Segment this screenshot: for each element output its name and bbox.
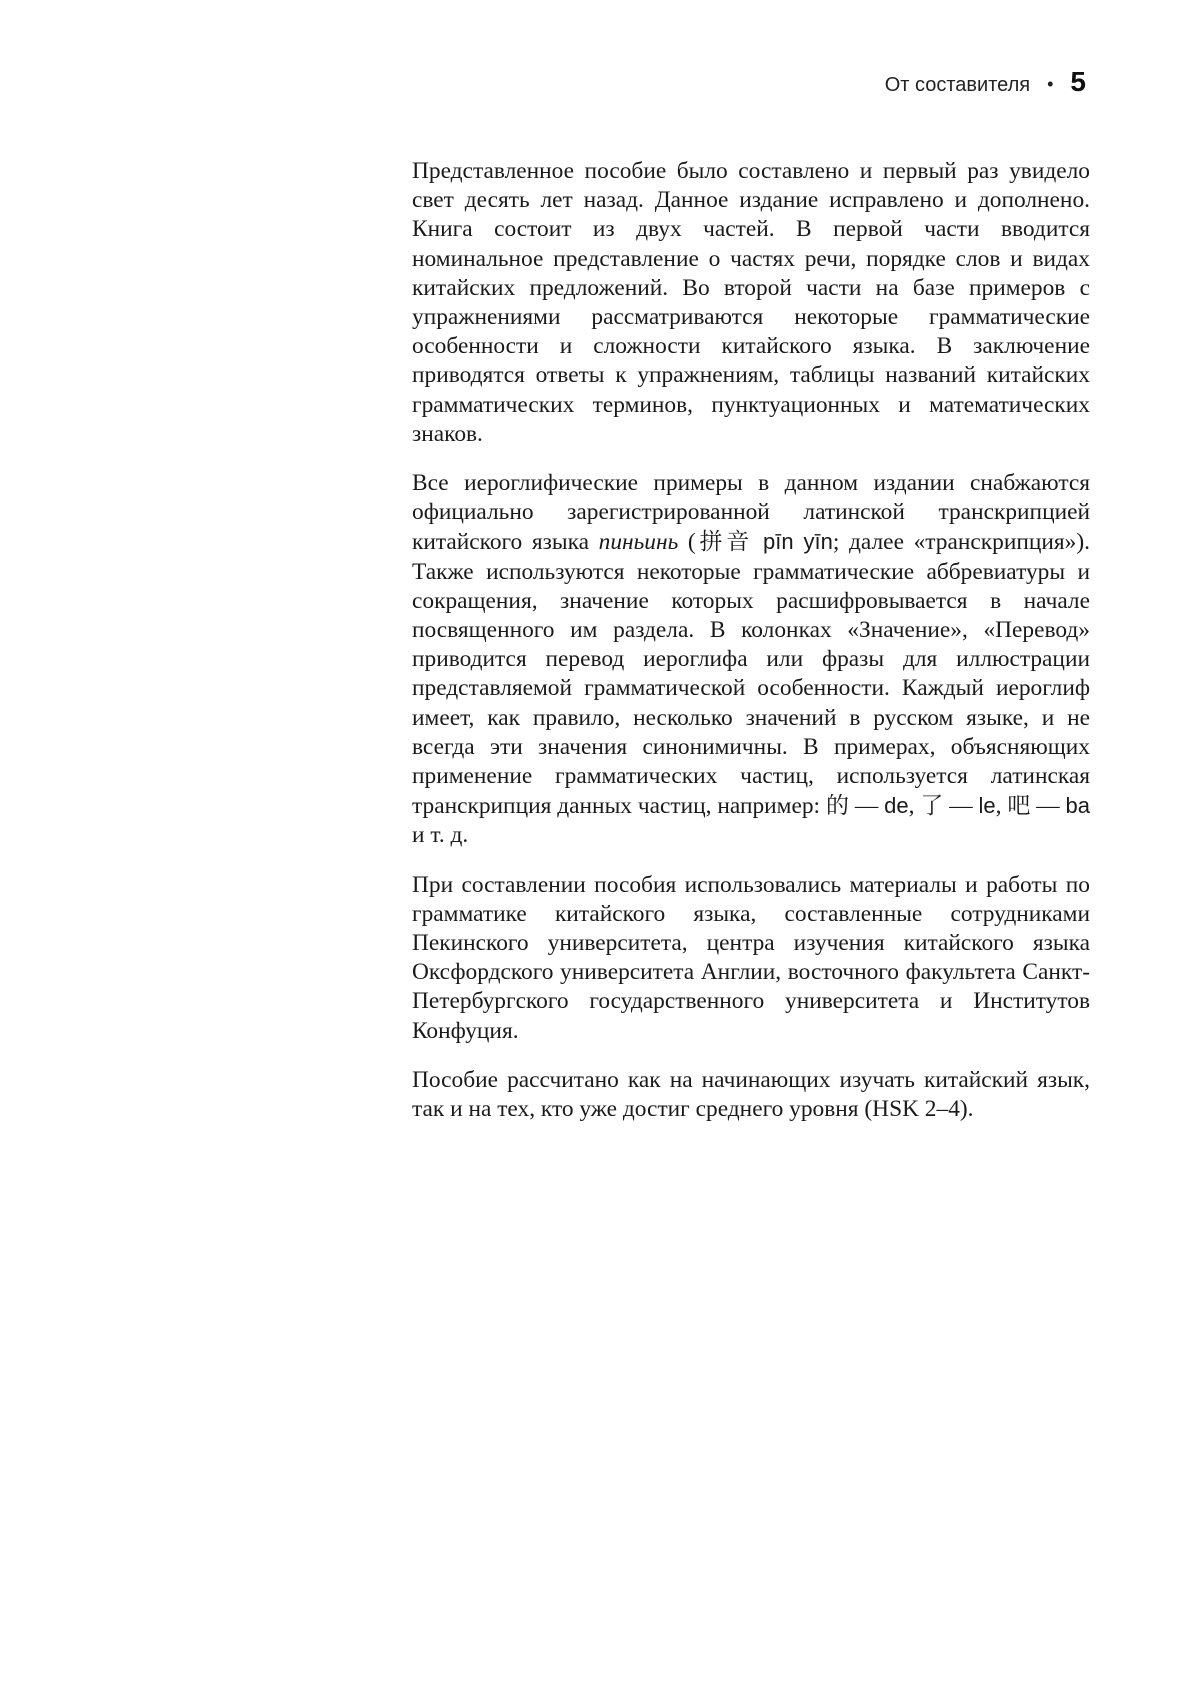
example-separator-1: ,	[908, 793, 921, 820]
pinyin-latin: pīn yīn	[753, 529, 833, 555]
header-bullet: •	[1047, 74, 1054, 94]
example-de-latin: de	[884, 793, 909, 819]
example-ba-latin: ba	[1065, 793, 1091, 819]
p2-text-part1: Все иероглифические примеры в данном издании снабжаются официально зарегистрированной латинской транскрипцией китайского языка	[412, 470, 1090, 556]
example-le-hanzi: 了	[920, 793, 944, 820]
page-number: 5	[1070, 66, 1086, 97]
example-le-latin: le	[978, 793, 996, 819]
paragraph-1: Представленное пособие было составлено и первый раз увидело свет десять лет назад. Данное издание исправлено и дополнено. Книга состоит из двух частей. В первой части вводится номинальное представление о частях речи, порядке слов и видах китайских предложений. Во второй части на базе примеров с упражнениями рассматриваются некоторые грамматические особенности и сложности китайского языка. В заключение приводятся ответы к упражнениям, таблицы названий китайских грамматических терминов, пунктуационных и математических знаков.	[412, 158, 1090, 447]
paragraph-4: Пособие рассчитано как на начинающих изучать китайский язык, так и на тех, кто уже достиг среднего уровня (HSK 2–4).	[412, 1066, 1090, 1123]
section-title: От составителя	[884, 74, 1031, 96]
paragraph-3: При составлении пособия использовались материалы и работы по грамматике китайского языка, составленные сотрудниками Пекинского университета, центра изучения китайского языка Оксфордского университета Англии, восточного факультета Санкт-Петербургского государственного университета и Институтов Конфуция.	[412, 871, 1090, 1044]
pinyin-hanzi: 拼音	[695, 529, 754, 556]
running-header	[885, 66, 1086, 98]
body-text	[412, 157, 1090, 1144]
example-separator-2: ,	[995, 793, 1008, 820]
example-ba-dash: —	[1030, 793, 1066, 820]
example-ba-hanzi: 吧	[1007, 793, 1031, 820]
example-le-dash: —	[943, 793, 979, 820]
example-de-dash: —	[848, 793, 885, 820]
p2-text-part3: ; далее «транскрипция»). Также используются некоторые грамматические аббревиатуры и сокращения, значение которых расшифровывается в начале посвященного им раздела. В колонках «Значение», «Перевод» приводится перевод иероглифа или фразы для иллюстрации представляемой грамматической особенности. Каждый иероглиф имеет, как правило, несколько значений в русском языке, и не всегда эти значения синонимичны. В примерах, объясняющих применение грамматических частиц, используется латинская транскрипция данных частиц, например:	[412, 529, 1090, 820]
pinyin-term: пиньинь	[598, 529, 679, 556]
example-de-hanzi: 的	[825, 793, 849, 820]
p2-ending: и т. д.	[412, 822, 469, 849]
paragraph-2	[412, 469, 1090, 851]
p2-text-part2: (	[678, 529, 696, 556]
